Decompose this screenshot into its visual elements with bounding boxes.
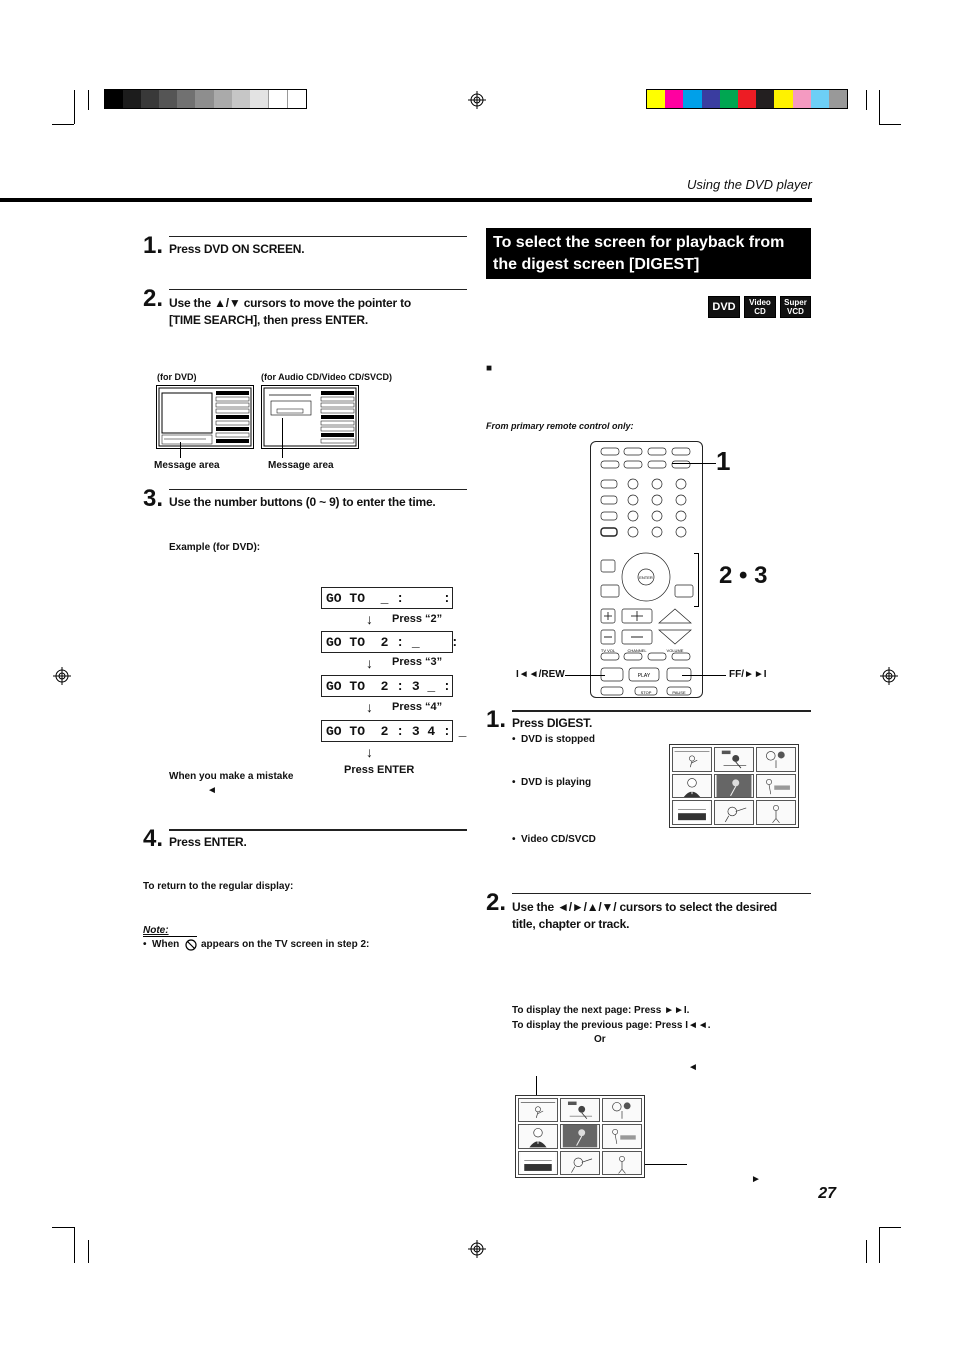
step-3-rule [169,489,467,490]
down-arrow-icon: ↓ [366,699,373,715]
digest-thumbnail [560,1124,600,1148]
message-area-label-1: Message area [154,460,220,471]
step-4-rule [169,829,467,831]
return-label: To return to the regular display: [143,881,294,892]
bullet-dvd-playing: • DVD is playing [512,777,592,788]
digest-thumbnail [756,747,796,772]
remote-caption: From primary remote control only: [486,421,634,431]
remote-callout-1: 1 [716,446,731,476]
step-3-text: Use the number buttons (0 ~ 9) to enter the time. [169,495,436,509]
remote-tv-vol-label: TV VOL [600,648,616,653]
next-page-text: To display the next page: Press ►►I. [512,1005,690,1016]
digest-screen-illustration-2 [515,1095,645,1178]
mistake-label: When you make a mistake [169,771,294,782]
left-arrow-icon: ◄ [207,785,217,796]
digest-screen-illustration [669,744,799,828]
right-step-1-rule [512,710,811,712]
remote-callout-2-3: 2 • 3 [719,562,768,589]
message-area-label-2: Message area [268,460,334,471]
bullet-dvd-stopped: • DVD is stopped [512,734,595,745]
remote-enter-label: ENTER [639,575,653,580]
press-note-3: Press “4” [392,701,443,713]
digest-thumbnail [602,1124,642,1148]
down-arrow-icon: ↓ [366,655,373,671]
press-note-4: Press ENTER [344,764,415,776]
step-2-text: Use the ▲/▼ cursors to move the pointer to [TIME SEARCH], then press ENTER. [169,296,412,327]
goto-row-1: GO TO _ : : [321,587,453,609]
digest-thumbnail [714,774,754,799]
digest-thumbnail [714,747,754,772]
registration-mark-icon [880,667,898,685]
remote-play-label: PLAY [637,673,651,679]
remote-stop-label: STOP [640,690,652,695]
page-number: 27 [818,1185,836,1202]
registration-mark-icon [468,91,486,109]
ff-label: FF/►►I [729,669,767,680]
remote-volume-label: VOLUME [666,648,684,653]
right-step-2-rule [512,893,811,894]
note-label: Note: [143,925,169,936]
or-label: Or [594,1034,606,1045]
example-label: Example (for DVD): [169,542,261,553]
remote-pause-label: PAUSE [672,690,686,695]
right-arrow-icon: ► [751,1174,761,1185]
audio-cd-onscreen-menu-illustration [261,385,359,449]
gray-scale-bar [104,89,307,109]
step-3-number: 3. [143,485,164,512]
prohibited-icon [185,939,197,951]
registration-mark-icon [468,1240,486,1258]
remote-control-illustration [590,441,703,698]
caption-for-dvd: (for DVD) [157,372,197,382]
badge-dvd: DVD [708,296,740,318]
digest-thumbnail [518,1124,558,1148]
goto-row-2: GO TO 2 : _ : [321,631,453,653]
down-arrow-icon: ↓ [366,744,373,760]
step-1-number: 1. [143,232,164,259]
right-step-1-number: 1. [486,706,507,733]
goto-row-3: GO TO 2 : 3 _ : [321,675,453,697]
digest-thumbnail [518,1098,558,1122]
bullet-video-cd: • Video CD/SVCD [512,834,596,845]
press-note-2: Press “3” [392,656,443,668]
left-arrow-icon: ◄ [688,1062,698,1073]
header-rule [0,198,812,202]
section-header: Using the DVD player [687,177,812,192]
down-arrow-icon: ↓ [366,611,373,627]
badge-video-cd: Video CD [744,296,776,318]
remote-channel-label: CHANNEL [627,648,647,653]
digest-thumbnail [518,1151,558,1175]
digest-thumbnail [672,800,712,825]
digest-thumbnail [560,1151,600,1175]
note-text: appears on the TV screen in step 2: [201,939,370,950]
digest-thumbnail [560,1098,600,1122]
step-2-rule [169,289,467,290]
registration-mark-icon [53,667,71,685]
press-note-1: Press “2” [392,613,443,625]
digest-thumbnail [714,800,754,825]
square-bullet-icon: ■ [486,363,493,374]
right-step-2-text: Use the ◄/►/▲/▼/ cursors to select the desired title, chapter or track. [512,900,778,931]
section-title: To select the screen for playback from the digest screen [DIGEST] [486,228,811,279]
color-bar [646,89,848,109]
digest-thumbnail [602,1151,642,1175]
step-1-text: Press DVD ON SCREEN. [169,242,305,256]
note-bullet: • When [143,939,180,950]
digest-thumbnail [672,747,712,772]
step-4-text: Press ENTER. [169,835,247,849]
step-2-number: 2. [143,285,164,312]
digest-thumbnail [756,800,796,825]
dvd-onscreen-menu-illustration [156,385,254,449]
right-step-2-number: 2. [486,889,507,916]
digest-thumbnail [756,774,796,799]
digest-thumbnail [602,1098,642,1122]
caption-for-audio-cd: (for Audio CD/Video CD/SVCD) [261,372,392,382]
badge-super-vcd: Super VCD [780,296,811,318]
right-step-1-text: Press DIGEST. [512,716,593,730]
prev-page-text: To display the previous page: Press I◄◄. [512,1020,711,1031]
digest-thumbnail [672,774,712,799]
rew-label: I◄◄/REW [516,669,565,680]
step-1-rule [169,236,467,237]
step-4-number: 4. [143,825,164,852]
goto-row-4: GO TO 2 : 3 4 : _ [321,720,453,742]
